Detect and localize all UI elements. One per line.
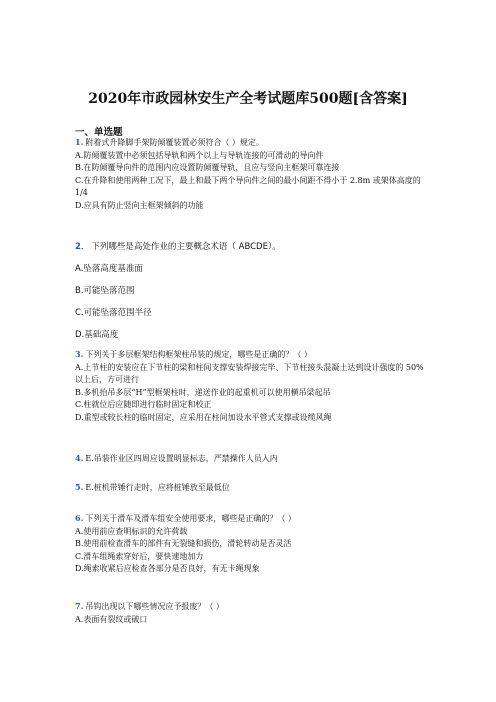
option-b: B.在防倾覆导向件的范围内应设置防倾覆导轨，且应与竖向主框架可靠连接	[75, 163, 340, 172]
question-3	[75, 348, 425, 424]
question-5	[75, 481, 425, 495]
question-stem: 吊钩出现以下哪些情况应予报废？（ ）	[85, 602, 224, 611]
document-title: 2020年市政园林安生产全考试题库500题[含答案]	[88, 91, 408, 107]
question-number: 3.	[75, 349, 84, 359]
question-number: 7.	[75, 601, 84, 611]
option-c: C.柱就位后应随即进行临时固定和校正	[75, 400, 212, 409]
option-d: D.基础高度	[75, 330, 119, 340]
option-c: C.滑车组绳索穿好后，要快速地加力	[75, 551, 204, 561]
option-a: A.防倾覆装置中必须包括导轨和两个以上与导轨连接的可滑动的导向件	[75, 150, 324, 160]
question-number: 2．	[75, 242, 90, 252]
question-stem: E.桩机带锤行走时，应将桩锤放至最低位	[85, 483, 230, 492]
option-d: D.应具有防止竖向主框架倾斜的功能	[75, 200, 204, 210]
question-number: 1.	[75, 137, 84, 147]
question-4	[75, 452, 425, 466]
option-d: D.重型或较长柱的临时固定，应采用在柱间加设水平管式支撑或设缆风绳	[75, 412, 332, 422]
option-b: B.使用前检查滑车的部件有无裂缝和损伤，滑轮转动是否灵活	[75, 539, 292, 548]
question-stem: 下列关于多层框架结构框架柱吊装的规定，哪些是正确的？（ ）	[85, 350, 312, 359]
option-a: A.使用前应查明标识的允许荷载	[75, 526, 188, 536]
question-2	[75, 236, 425, 346]
question-number: 5.	[75, 482, 84, 492]
question-stem: E.吊装作业区四周应设置明显标志，严禁操作人员入内	[85, 454, 278, 463]
option-b: B.多机抬吊多层“H”型框架柱时，递送作业的起重机可以使用横吊梁起吊	[75, 387, 331, 397]
question-number: 4.	[75, 453, 84, 463]
question-6	[75, 512, 425, 576]
option-d: D.绳索收紧后应检查各部分是否良好，有无卡绳现象	[75, 564, 260, 573]
option-c: C.可能坠落范围半径	[75, 308, 152, 318]
question-number: 6.	[75, 513, 84, 523]
option-a: A.上节柱的安装应在下节柱的梁和柱间支撑安装焊接完毕、下节柱接头混凝土达到设计强度的 50%以上后，方可进行	[75, 362, 424, 384]
option-a: A.坠落高度基准面	[75, 264, 143, 274]
option-a: A.表面有裂纹或破口	[75, 614, 148, 624]
option-b: B.可能坠落范围	[75, 286, 135, 296]
question-stem: 附着式升降脚手架防倾覆装置必须符合（ ）规定。	[85, 138, 264, 147]
option-c: C.在升降和使用两种工况下，最上和最下两个导向件之间的最小间距不得小于 2.8m 或架体高度的 1/4	[75, 175, 421, 197]
question-7	[75, 600, 425, 626]
question-stem: 下列哪些是高处作业的主要概念术语（ ABCDE）。	[91, 242, 281, 252]
question-stem: 下列关于滑车及滑车组安全使用要求，哪些是正确的？（ ）	[85, 514, 296, 523]
section-heading: 一、单选题	[75, 127, 123, 138]
question-1	[75, 136, 425, 212]
